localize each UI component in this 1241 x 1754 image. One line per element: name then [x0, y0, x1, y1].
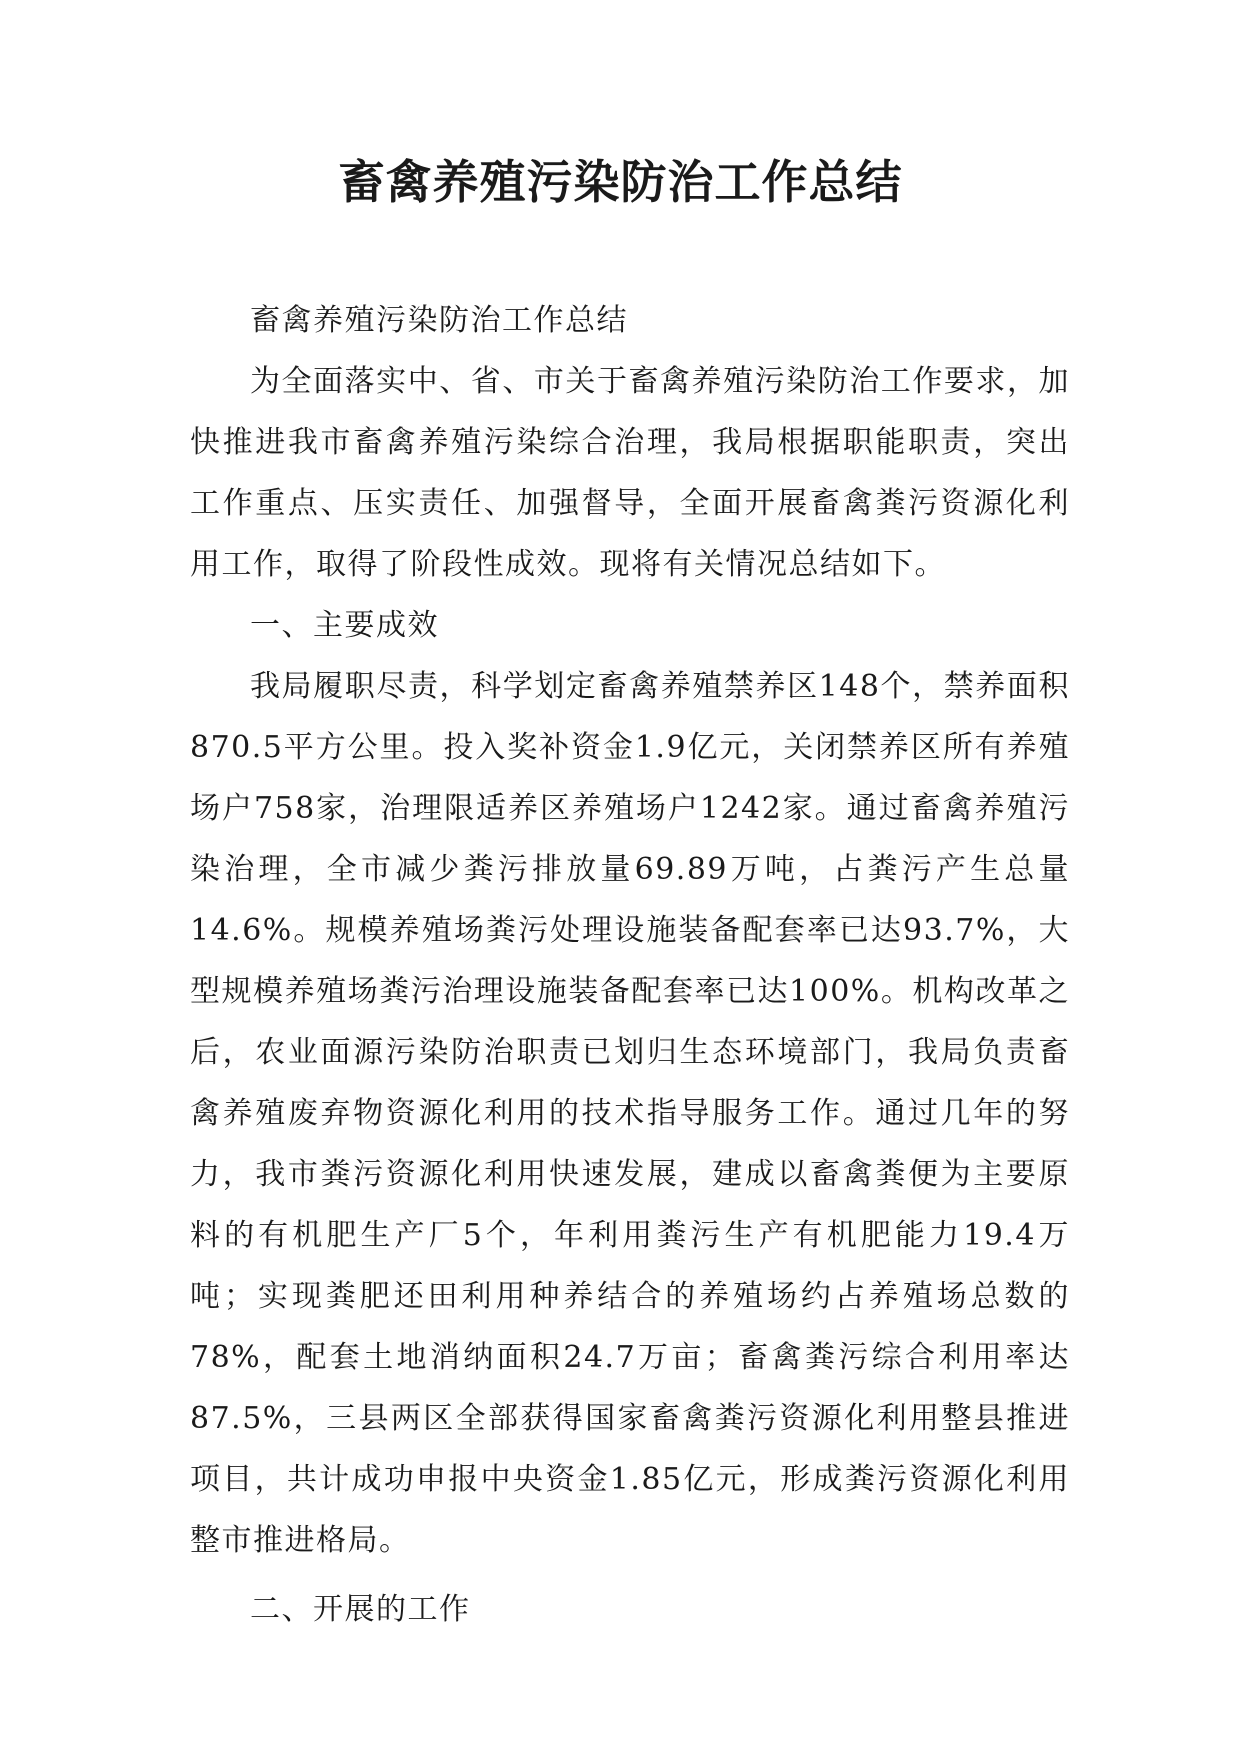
document-title: 畜禽养殖污染防治工作总结 [338, 155, 903, 209]
main-results-paragraph: 我局履职尽责，科学划定畜禽养殖禁养区148个，禁养面积 870.5平方公里。投入奖补资金1.9亿元，关闭禁养区所有养殖场户758家，治理限适养区养殖场户1242家。通过畜禽养殖污染治理，全市减少粪污排放量69.89万吨，占粪污产生总量14.6%。规模养殖场粪污处理设施装备配套率已达93.7%，大型规模养殖场粪污治理设施装备配套率已达100%。机构改革之后，农业面源污染防治职责已划归生态环境部门，我局负责畜禽养殖废弃物资源化利用的技术指导服务工作。通过几年的努力，我市粪污资源化利用快速发展，建成以畜禽粪便为主要原料的有机肥生产厂5个，年利用粪污生产有机肥能力19.4万吨；实现粪肥还田利用种养结合的养殖场约占养殖场总数的78%，配套土地消纳面积24.7万亩；畜禽粪污综合利用率达87.5%，三县两区全部获得国家畜禽粪污资源化利用整县推进项目，共计成功申报中央资金1.85亿元，形成粪污资源化利用整市推进格局。 [190, 669, 1070, 1558]
section-heading-main-results: 一、主要成效 [250, 608, 439, 643]
section-heading-work-carried-out: 二、开展的工作 [250, 1592, 471, 1627]
document-subtitle: 畜禽养殖污染防治工作总结 [250, 303, 628, 338]
document-body [190, 290, 1070, 1640]
intro-paragraph: 为全面落实中、省、市关于畜禽养殖污染防治工作要求，加快推进我市畜禽养殖污染综合治理，我局根据职能职责，突出工作重点、压实责任、加强督导，全面开展畜禽粪污资源化利用工作，取得了阶段性成效。现将有关情况总结如下。 [190, 364, 1070, 582]
